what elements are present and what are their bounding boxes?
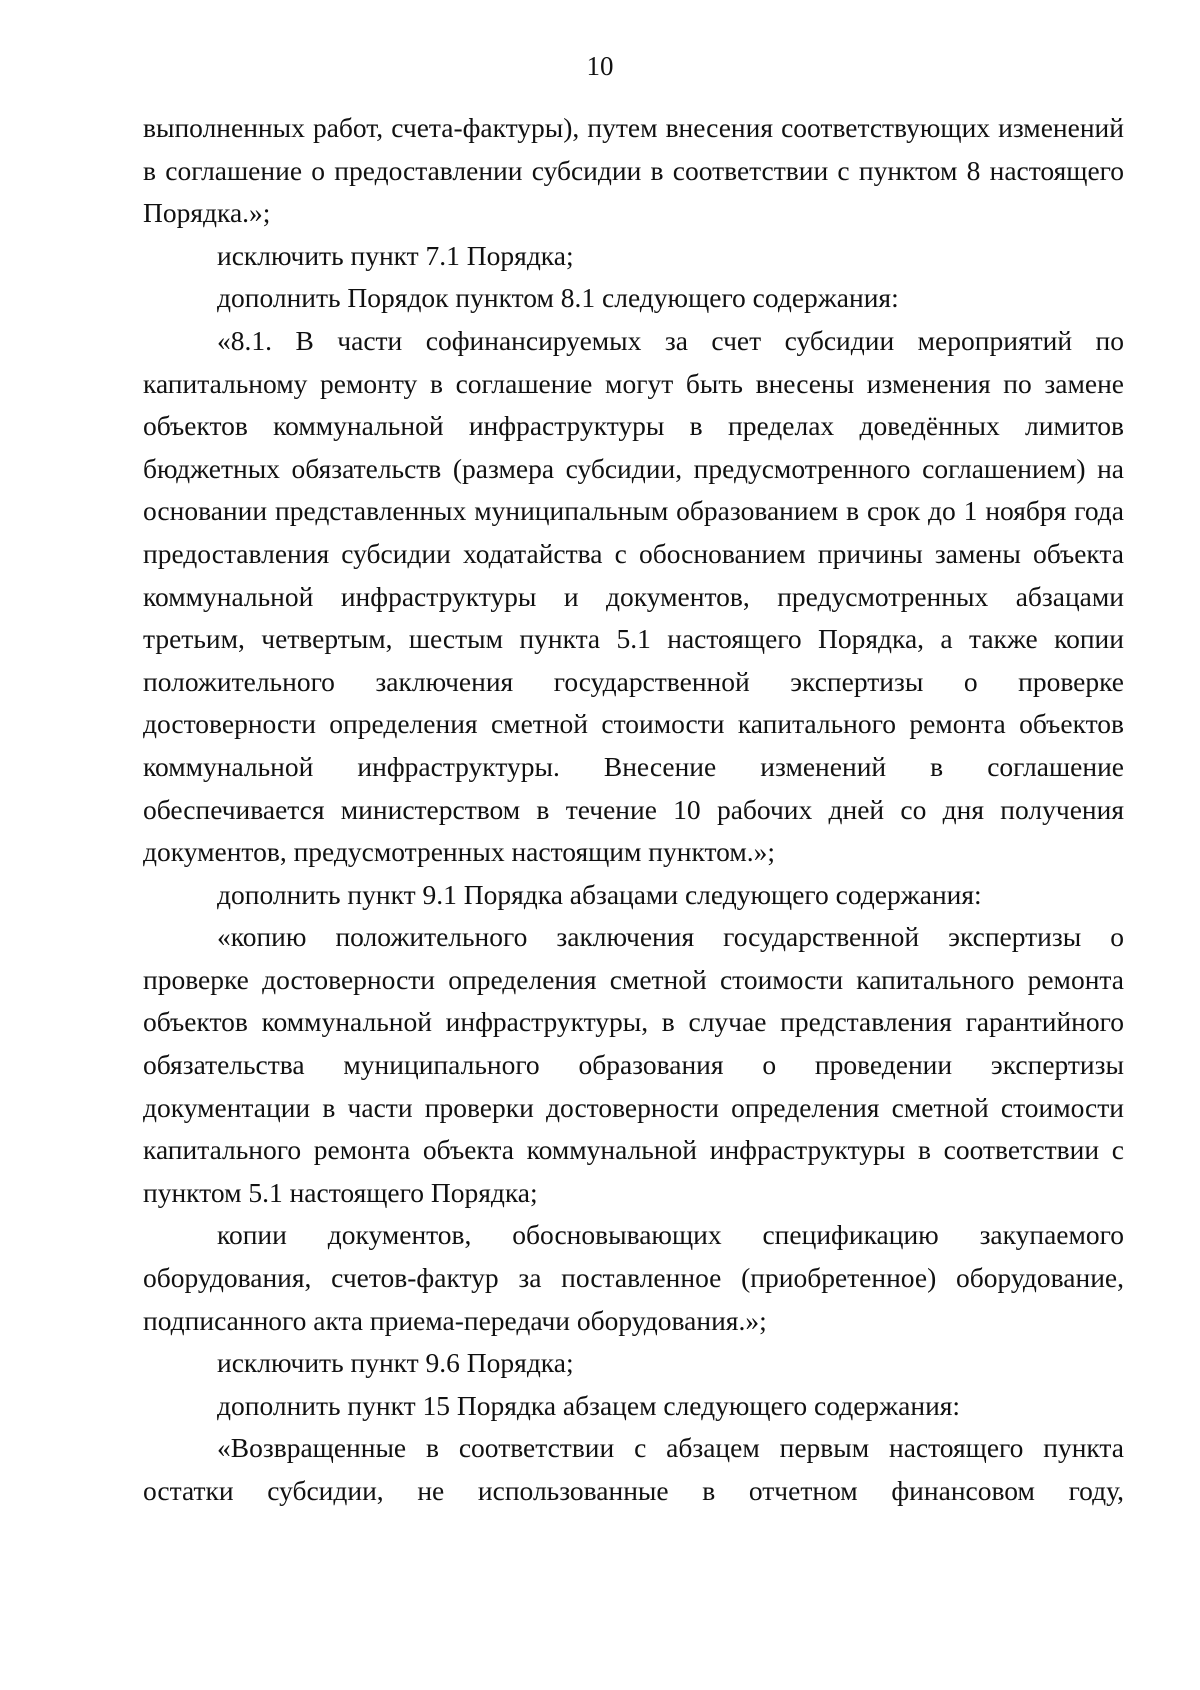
- paragraph-add-9-1: дополнить пункт 9.1 Порядка абзацами следующего содержания:: [217, 878, 982, 910]
- paragraph-add-15: дополнить пункт 15 Порядка абзацем следующего содержания:: [217, 1389, 961, 1421]
- paragraph-15-text: «Возвращенные в соответствии с абзацем первым настоящего пункта остатки субсидии, не использованные в отчетном финансовом году,: [143, 1432, 1124, 1506]
- paragraph-exclude-7-1: исключить пункт 7.1 Порядка;: [217, 239, 574, 271]
- document-body: [143, 107, 1124, 1513]
- paragraph-continuation: выполненных работ, счета-фактуры), путем внесения соответствующих изменений в соглашение о предоставлении субсидии в соответствии с пунктом 8 настоящего Порядка.»;: [143, 112, 1124, 229]
- paragraph-8-1-text: «8.1. В части софинансируемых за счет субсидии мероприятий по капитальному ремонту в соглашение могут быть внесены изменения по замене объектов коммунальной инфраструктуры в пределах доведённых лимитов бюджетных обязательств (размера субсидии, предусмотренного соглашением) на основании представленных муниципальным образованием в срок до 1 ноября года предоставления субсидии ходатайства с обоснованием причины замены объекта коммунальной инфраструктуры и документов, предусмотренных абзацами третьим, четвертым, шестым пункта 5.1 настоящего Порядка, а также копии положительного заключения государственной экспертизы о проверке достоверности определения сметной стоимости капитального ремонта объектов коммунальной инфраструктуры. Внесение изменений в соглашение обеспечивается министерством в течение 10 рабочих дней со дня получения документов, предусмотренных настоящим пунктом.»;: [143, 324, 1124, 868]
- page-number: 10: [586, 51, 614, 81]
- paragraph-9-1-copy-expertise: «копию положительного заключения государственной экспертизы о проверке достоверности определения сметной стоимости капитального ремонта объектов коммунальной инфраструктуры, в случае представления гарантийного обязательства муниципального образования о проведении экспертизы документации в части проверки достоверности определения сметной стоимости капитального ремонта объекта коммунальной инфраструктуры в соответствии с пунктом 5.1 настоящего Порядка;: [143, 921, 1124, 1208]
- paragraph-9-1-copy-documents: копии документов, обосновывающих спецификацию закупаемого оборудования, счетов-фактур за поставленное (приобретенное) оборудование, подписанного акта приема-передачи оборудования.»;: [143, 1219, 1124, 1336]
- paragraph-exclude-9-6: исключить пункт 9.6 Порядка;: [217, 1347, 574, 1379]
- paragraph-add-8-1: дополнить Порядок пунктом 8.1 следующего содержания:: [217, 282, 899, 314]
